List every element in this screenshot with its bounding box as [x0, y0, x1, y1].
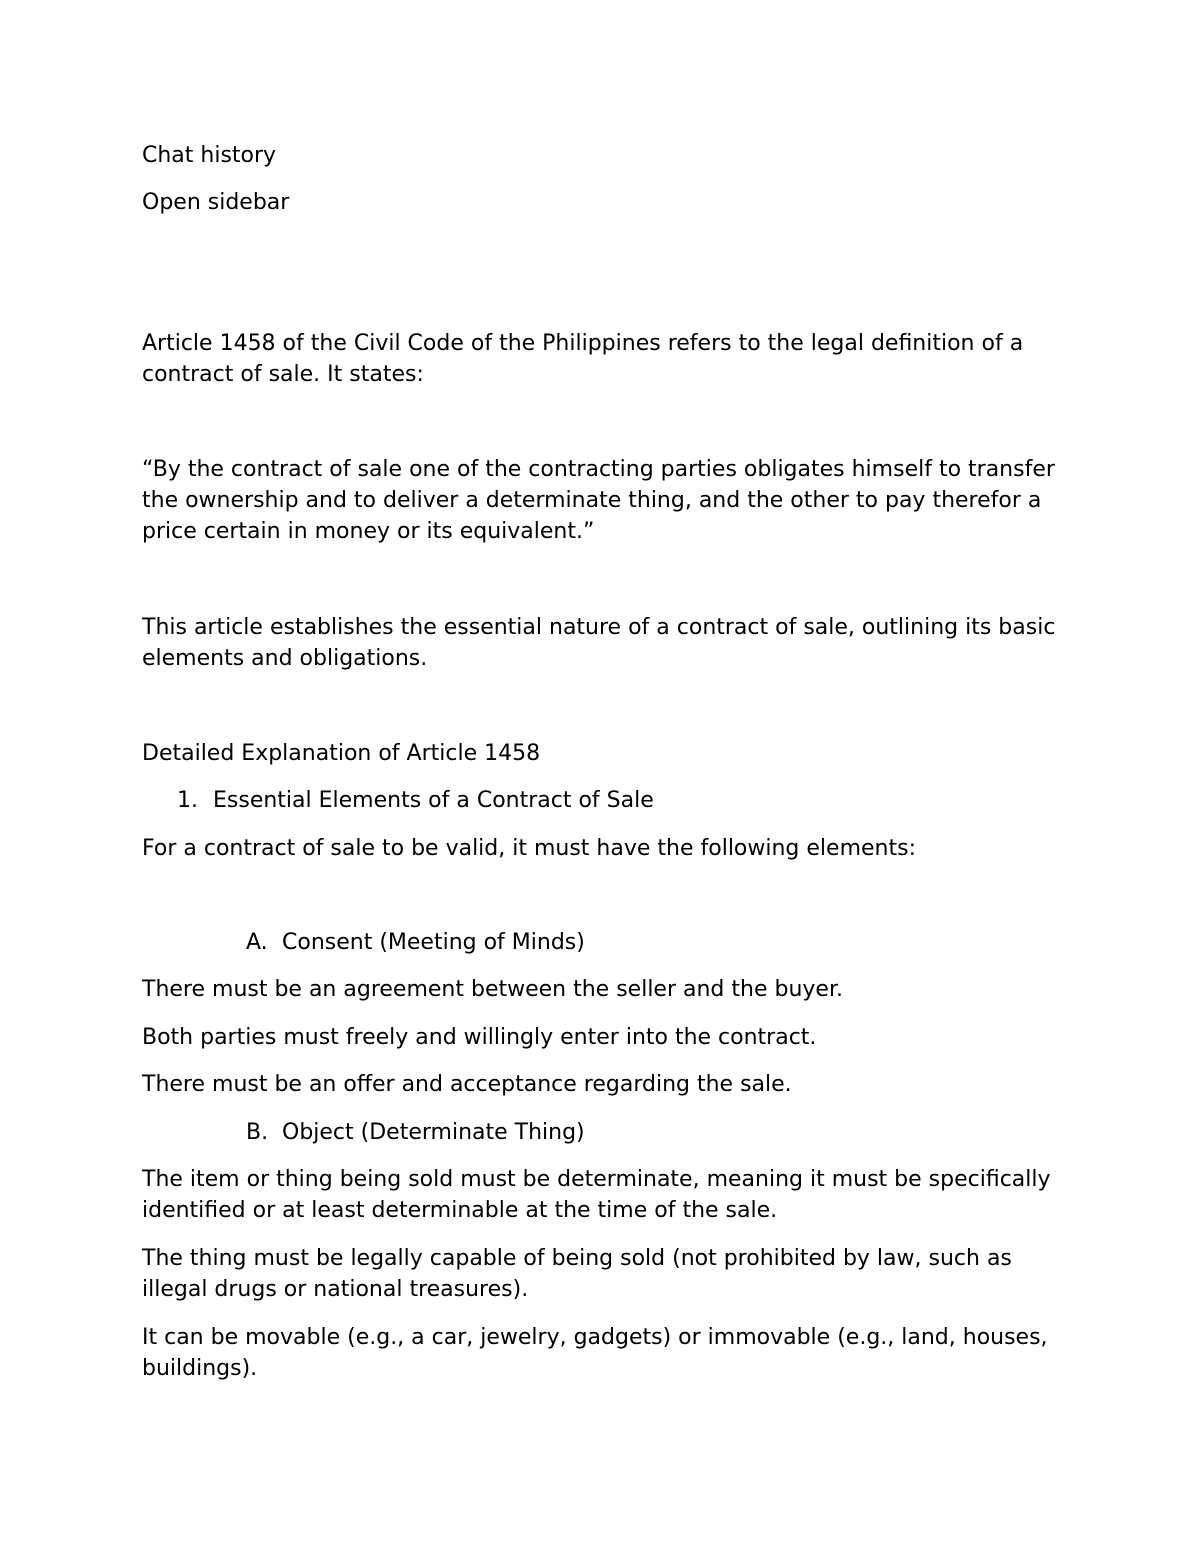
object-paragraph: The thing must be legally capable of being sold (not prohibited by law, such as illegal drugs or national treasures).	[142, 1246, 1012, 1302]
article-quote: “By the contract of sale one of the contracting parties obligates himself to transfer the ownership and to deliver a determinate thing, and the other to pay therefor a price certain in money or its equivalent.”	[142, 457, 1055, 544]
consent-paragraph: Both parties must freely and willingly enter into the contract.	[142, 1025, 817, 1050]
list-item-text: Essential Elements of a Contract of Sale	[213, 788, 654, 813]
consent-paragraph: There must be an offer and acceptance regarding the sale.	[142, 1072, 792, 1097]
subsection-marker: A.	[246, 930, 268, 955]
summary-paragraph: This article establishes the essential nature of a contract of sale, outlining its basic elements and obligations.	[142, 615, 1056, 671]
elements-intro: For a contract of sale to be valid, it must have the following elements:	[142, 836, 916, 861]
intro-paragraph: Article 1458 of the Civil Code of the Philippines refers to the legal definition of a contract of sale. It states:	[142, 331, 1024, 387]
subsection-b-heading	[246, 1117, 1166, 1148]
list-number: 1.	[177, 788, 198, 813]
object-paragraph: It can be movable (e.g., a car, jewelry, gadgets) or immovable (e.g., land, houses, buildings).	[142, 1325, 1048, 1381]
subsection-a-heading	[246, 927, 1166, 958]
open-sidebar-line: Open sidebar	[142, 190, 290, 215]
consent-paragraph: There must be an agreement between the seller and the buyer.	[142, 977, 843, 1002]
object-paragraph: The item or thing being sold must be determinate, meaning it must be specifically identified or at least determinable at the time of the sale.	[142, 1167, 1051, 1223]
subsection-title: Consent (Meeting of Minds)	[282, 930, 585, 955]
list-item-essential-elements	[177, 785, 1097, 816]
chat-history-line: Chat history	[142, 143, 277, 168]
subsection-title: Object (Determinate Thing)	[282, 1120, 585, 1145]
section-title: Detailed Explanation of Article 1458	[142, 741, 541, 766]
subsection-marker: B.	[246, 1120, 269, 1145]
